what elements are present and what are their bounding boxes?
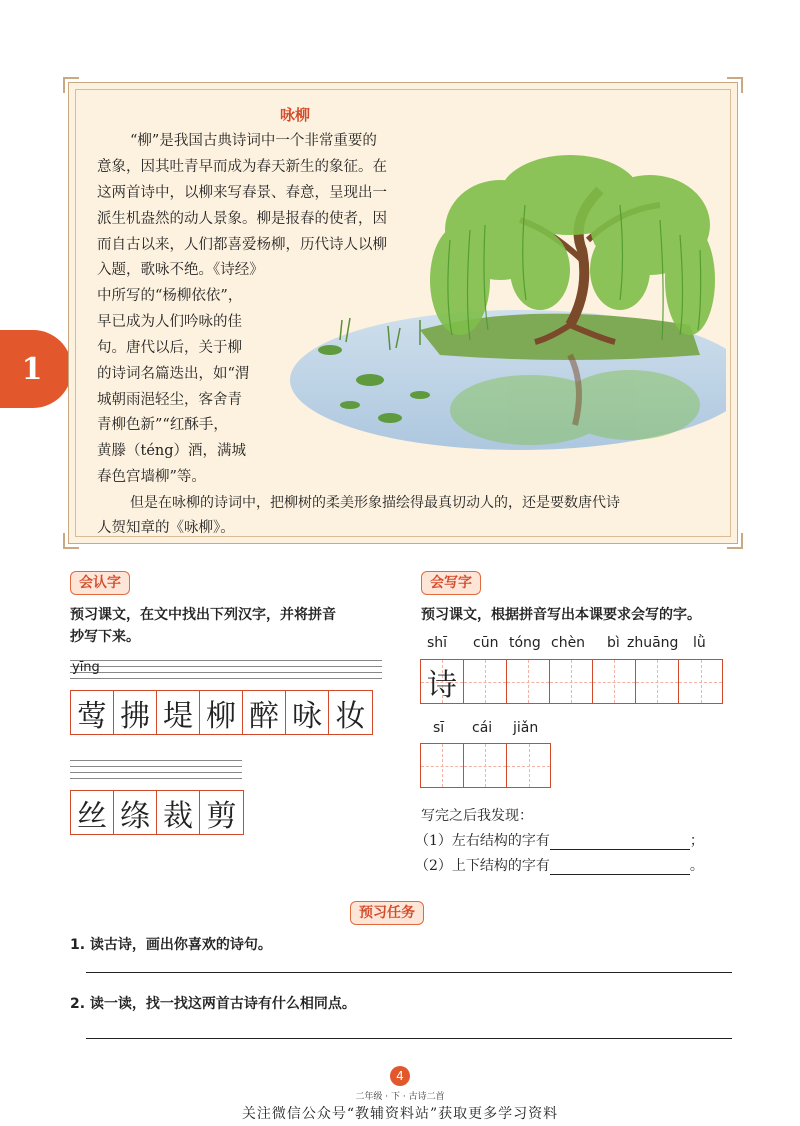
write-instruction: 预习课文，根据拼音写出本课要求会写的字。: [421, 607, 701, 623]
grid-cell[interactable]: [550, 660, 593, 703]
char-cell: 堤: [157, 691, 200, 734]
grid-cell[interactable]: [507, 744, 550, 787]
recognize-row-1: [70, 690, 373, 735]
grid-cell[interactable]: [507, 660, 550, 703]
grid-cell[interactable]: [636, 660, 679, 703]
intro-line: “柳”是我国古典诗词中一个非常重要的: [130, 133, 377, 149]
pinyin-label: bì: [607, 635, 620, 651]
intro-line: 春色宫墙柳”等。: [97, 469, 206, 485]
char-cell: 裁: [157, 791, 200, 834]
grid-cell[interactable]: [679, 660, 722, 703]
grid-cell[interactable]: [464, 744, 507, 787]
pinyin-label: tóng: [509, 635, 541, 651]
pinyin-label: zhuāng: [627, 635, 679, 651]
task-2: 2. 读一读，找一找这两首古诗有什么相同点。: [70, 996, 356, 1012]
discover-item-2: [415, 855, 704, 875]
pinyin-label: lǜ: [693, 635, 706, 651]
discover-label: （1）左右结构的字有: [415, 833, 550, 849]
write-grid-row-2[interactable]: [420, 743, 551, 788]
intro-line: 意象，因其吐青早而成为春天新生的象征。在: [97, 159, 387, 175]
pinyin-label: sī: [433, 720, 445, 736]
discover-title: 写完之后我发现：: [421, 808, 533, 824]
intro-line: 黄滕（téng）酒，满城: [97, 443, 247, 459]
task-1: 1. 读古诗，画出你喜欢的诗句。: [70, 937, 272, 953]
intro-line: 但是在咏柳的诗词中，把柳树的柔美形象描绘得最真切动人的，还是要数唐代诗: [130, 495, 620, 511]
intro-line: 入题，歌咏不绝。《诗经》: [97, 262, 264, 278]
intro-line: 这两首诗中，以柳来写春景、春意，呈现出一: [97, 185, 387, 201]
footer-notice: 关注微信公众号“教辅资料站”获取更多学习资料: [241, 1106, 559, 1122]
grid-cell[interactable]: [421, 744, 464, 787]
grid-cell[interactable]: [421, 660, 464, 703]
grid-char: 诗: [427, 667, 457, 703]
discover-end: 。: [689, 858, 704, 874]
intro-line: 的诗词名篇迭出，如“渭: [97, 366, 250, 382]
answer-line[interactable]: [86, 1038, 732, 1039]
example-pinyin: yīng: [72, 660, 100, 675]
char-cell: 醉: [243, 691, 286, 734]
discover-end: ；: [689, 833, 704, 849]
recognize-badge: 会认字: [70, 571, 130, 595]
write-grid-row-1[interactable]: [420, 659, 723, 704]
char-cell: 柳: [200, 691, 243, 734]
lesson-number-tab: 1: [0, 330, 72, 408]
intro-line: 句。唐代以后，关于柳: [97, 340, 242, 356]
intro-line: 而自古以来，人们都喜爱杨柳，历代诗人以柳: [97, 237, 387, 253]
tasks-badge: 预习任务: [350, 901, 424, 925]
grid-cell[interactable]: [464, 660, 507, 703]
char-cell: 拂: [114, 691, 157, 734]
char-cell: 咏: [286, 691, 329, 734]
intro-title: 咏柳: [279, 106, 310, 124]
pinyin-label: jiǎn: [513, 720, 539, 736]
pinyin-label: cūn: [473, 635, 499, 651]
char-cell: 莺: [71, 691, 114, 734]
footer-subtitle: 二年级 · 下 · 古诗二首: [355, 1092, 445, 1102]
pinyin-label: chèn: [551, 635, 586, 651]
answer-line[interactable]: [86, 972, 732, 973]
pinyin-label: cái: [472, 720, 493, 736]
char-cell: 妆: [335, 698, 366, 734]
pinyin-label: shī: [427, 635, 448, 651]
recognize-row-2: [70, 790, 244, 835]
intro-line: 中所写的“杨柳依依”，: [97, 288, 243, 304]
char-cell: 丝: [71, 791, 114, 834]
answer-blank[interactable]: [550, 860, 690, 875]
page-number: 4: [390, 1066, 410, 1086]
intro-line: 青柳色新”“红酥手，: [97, 417, 228, 433]
intro-line: 派生机盎然的动人景象。柳是报春的使者，因: [97, 211, 387, 227]
discover-label: （2）上下结构的字有: [415, 858, 550, 874]
discover-item-1: [415, 830, 704, 850]
answer-blank[interactable]: [550, 835, 690, 850]
pinyin-writing-lines[interactable]: [70, 760, 242, 779]
intro-line: 城朝雨浥轻尘，客舍青: [97, 392, 242, 408]
pinyin-writing-lines[interactable]: [70, 660, 382, 679]
char-cell: 绦: [114, 791, 157, 834]
char-cell: 剪: [206, 798, 237, 834]
intro-line: 早已成为人们吟咏的佳: [97, 314, 242, 330]
write-badge: 会写字: [421, 571, 481, 595]
recognize-instruction: 抄写下来。: [70, 629, 140, 645]
intro-line: 人贺知章的《咏柳》。: [97, 520, 235, 536]
recognize-instruction: 预习课文，在文中找出下列汉字，并将拼音: [70, 607, 336, 623]
grid-cell[interactable]: [593, 660, 636, 703]
